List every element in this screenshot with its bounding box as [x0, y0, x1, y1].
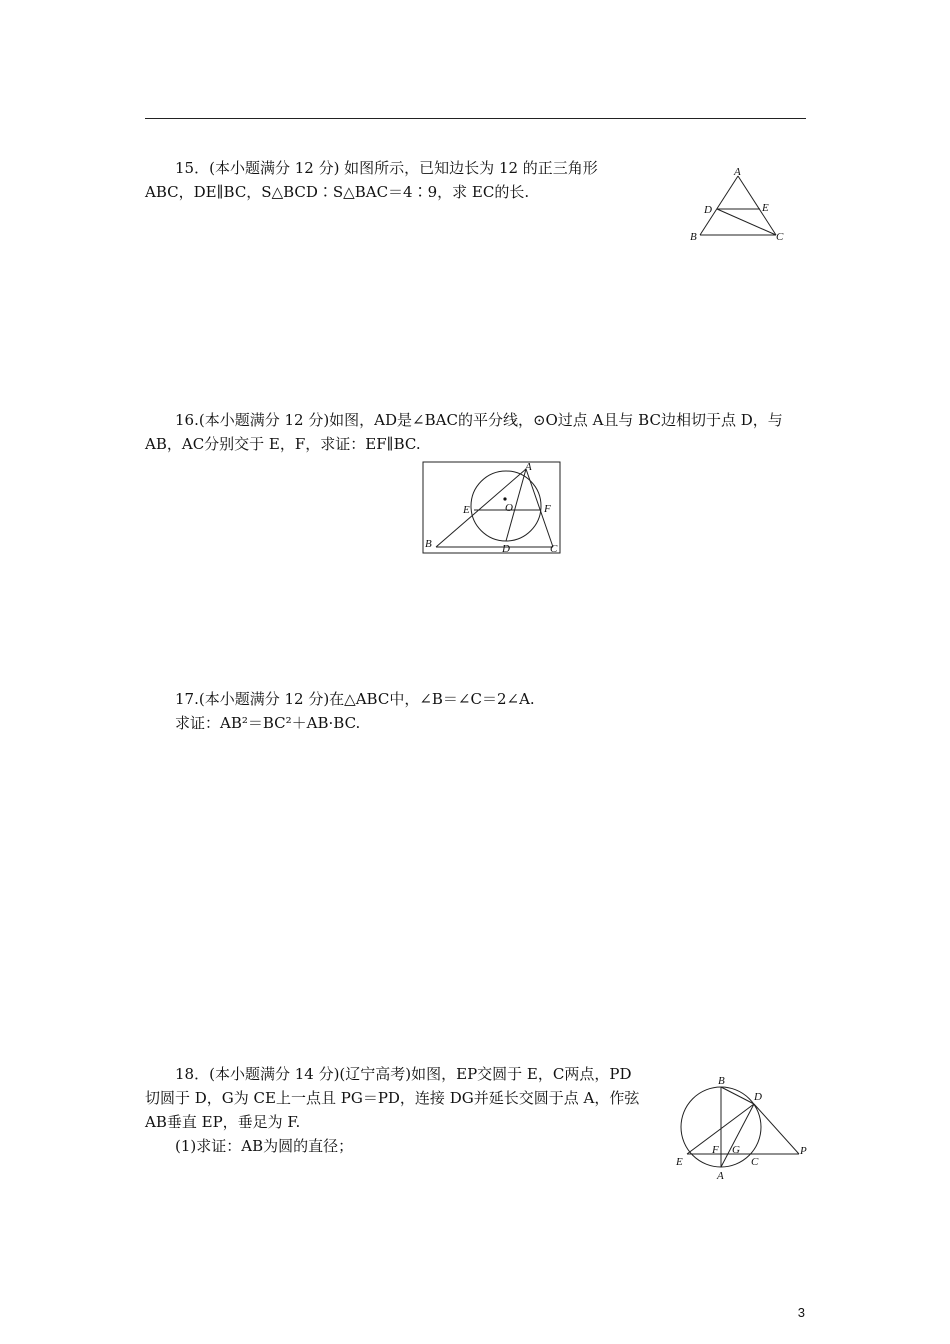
- q18-line-4: (1)求证：AB为圆的直径；: [175, 1137, 354, 1155]
- q18-line-2: 切圆于 D，G为 CE上一点且 PG＝PD，连接 DG并延长交圆于点 A，作弦: [145, 1089, 640, 1107]
- fig15-label-d: D: [704, 204, 712, 216]
- figure-18-circle-secant: [675, 1074, 815, 1184]
- fig15-label-a: A: [734, 166, 741, 178]
- q15-line-2: ABC，DE∥BC，S△BCD∶S△BAC＝4∶9，求 EC的长.: [145, 183, 530, 201]
- fig18-label-c: C: [751, 1156, 759, 1168]
- fig18-label-b: B: [718, 1075, 725, 1087]
- fig15-label-b: B: [690, 231, 697, 243]
- q18-line-3: AB垂直 EP，垂足为 F.: [145, 1113, 301, 1131]
- q16-line-1: 16.(本小题满分 12 分)如图，AD是∠BAC的平分线，⊙O过点 A且与 BC边相切于点 D，与: [175, 411, 783, 429]
- q17-line-1: 17.(本小题满分 12 分)在△ABC中，∠B＝∠C＝2∠A.: [175, 690, 535, 708]
- page-number: 3: [797, 1305, 805, 1320]
- figure-15-triangle: [690, 163, 800, 243]
- question-18: [145, 1062, 639, 1158]
- fig18-label-d: D: [754, 1091, 762, 1103]
- fig18-label-e: E: [676, 1156, 683, 1168]
- fig15-label-c: C: [776, 231, 784, 243]
- figure-16-circle-triangle: [422, 461, 562, 555]
- question-15: [145, 156, 598, 204]
- question-17: [175, 687, 535, 735]
- fig16-label-o: O: [505, 502, 513, 514]
- fig18-label-f: F: [712, 1144, 719, 1156]
- fig16-label-e: E: [463, 504, 470, 516]
- question-16: [145, 408, 783, 456]
- q16-line-2: AB，AC分别交于 E，F，求证：EF∥BC.: [145, 435, 421, 453]
- q15-line-1: 15．(本小题满分 12 分) 如图所示，已知边长为 12 的正三角形: [175, 159, 598, 177]
- q18-line-1: 18．(本小题满分 14 分)(辽宁高考)如图，EP交圆于 E，C两点，PD: [175, 1065, 632, 1083]
- fig16-label-b: B: [425, 538, 432, 550]
- q17-line-2: 求证：AB²＝BC²＋AB·BC.: [175, 714, 361, 732]
- fig18-label-a: A: [717, 1170, 724, 1182]
- fig18-label-p: P: [800, 1145, 807, 1157]
- fig15-label-e: E: [762, 202, 769, 214]
- fig16-label-d: D: [502, 543, 510, 555]
- fig18-label-g: G: [732, 1144, 740, 1156]
- fig16-label-c: C: [550, 543, 558, 555]
- fig16-label-a: A: [525, 461, 532, 473]
- header-rule: [145, 118, 806, 119]
- fig16-label-f: F: [544, 503, 551, 515]
